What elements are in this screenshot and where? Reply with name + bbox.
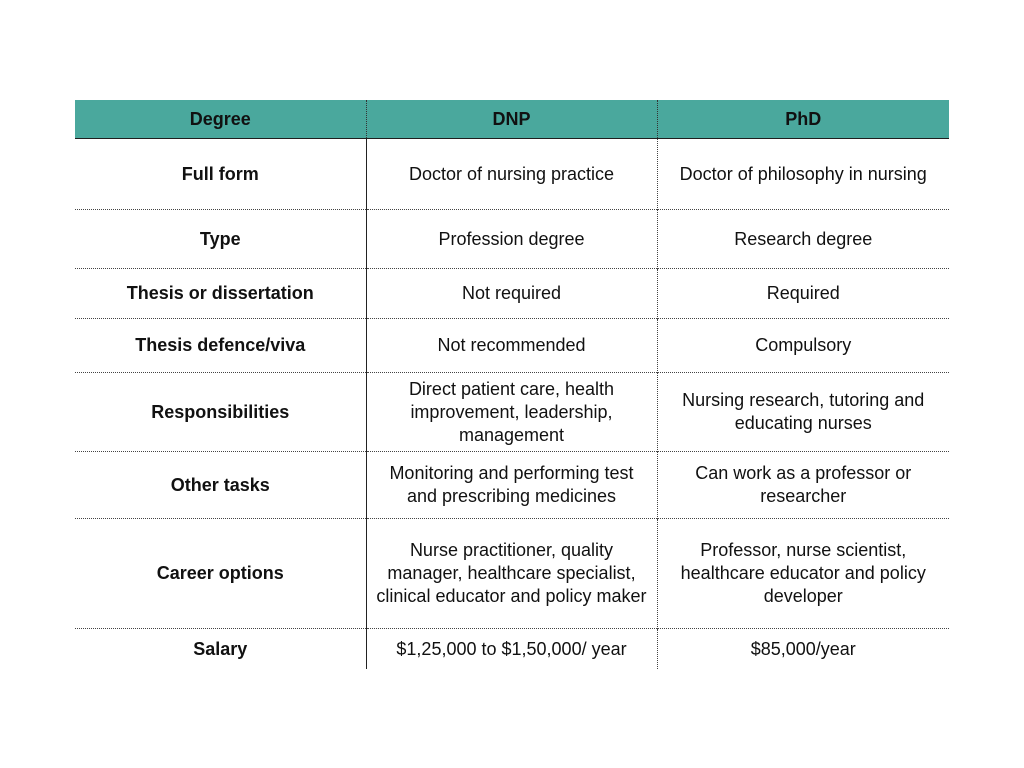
phd-cell: Doctor of philosophy in nursing xyxy=(657,139,949,210)
phd-cell: $85,000/year xyxy=(657,629,949,670)
header-degree: Degree xyxy=(75,100,366,139)
header-dnp: DNP xyxy=(366,100,657,139)
table-row xyxy=(75,373,949,452)
table-row xyxy=(75,139,949,210)
dnp-cell: Nurse practitioner, quality manager, healthcare specialist, clinical educator and policy maker xyxy=(366,519,657,629)
table-row xyxy=(75,269,949,319)
phd-cell: Compulsory xyxy=(657,319,949,373)
dnp-cell: Not recommended xyxy=(366,319,657,373)
row-label: Other tasks xyxy=(75,452,366,519)
table-row xyxy=(75,210,949,269)
phd-cell: Research degree xyxy=(657,210,949,269)
dnp-cell: Direct patient care, health improvement, leadership, management xyxy=(366,373,657,452)
table-body xyxy=(75,139,949,670)
table-row xyxy=(75,452,949,519)
dnp-cell: Profession degree xyxy=(366,210,657,269)
dnp-cell: Not required xyxy=(366,269,657,319)
header-phd: PhD xyxy=(657,100,949,139)
row-label: Thesis or dissertation xyxy=(75,269,366,319)
phd-cell: Professor, nurse scientist, healthcare educator and policy developer xyxy=(657,519,949,629)
phd-cell: Can work as a professor or researcher xyxy=(657,452,949,519)
header-row xyxy=(75,100,949,139)
table-row xyxy=(75,519,949,629)
dnp-cell: $1,25,000 to $1,50,000/ year xyxy=(366,629,657,670)
table-header xyxy=(75,100,949,139)
table-row xyxy=(75,319,949,373)
table-row xyxy=(75,629,949,670)
degree-comparison-table xyxy=(75,100,949,669)
phd-cell: Nursing research, tutoring and educating nurses xyxy=(657,373,949,452)
row-label: Salary xyxy=(75,629,366,670)
row-label: Responsibilities xyxy=(75,373,366,452)
dnp-cell: Doctor of nursing practice xyxy=(366,139,657,210)
row-label: Full form xyxy=(181,163,259,184)
row-label: Type xyxy=(75,210,366,269)
row-label: Career options xyxy=(75,519,366,629)
phd-cell: Required xyxy=(657,269,949,319)
dnp-cell: Monitoring and performing test and prescribing medicines xyxy=(366,452,657,519)
row-label: Thesis defence/viva xyxy=(75,319,366,373)
